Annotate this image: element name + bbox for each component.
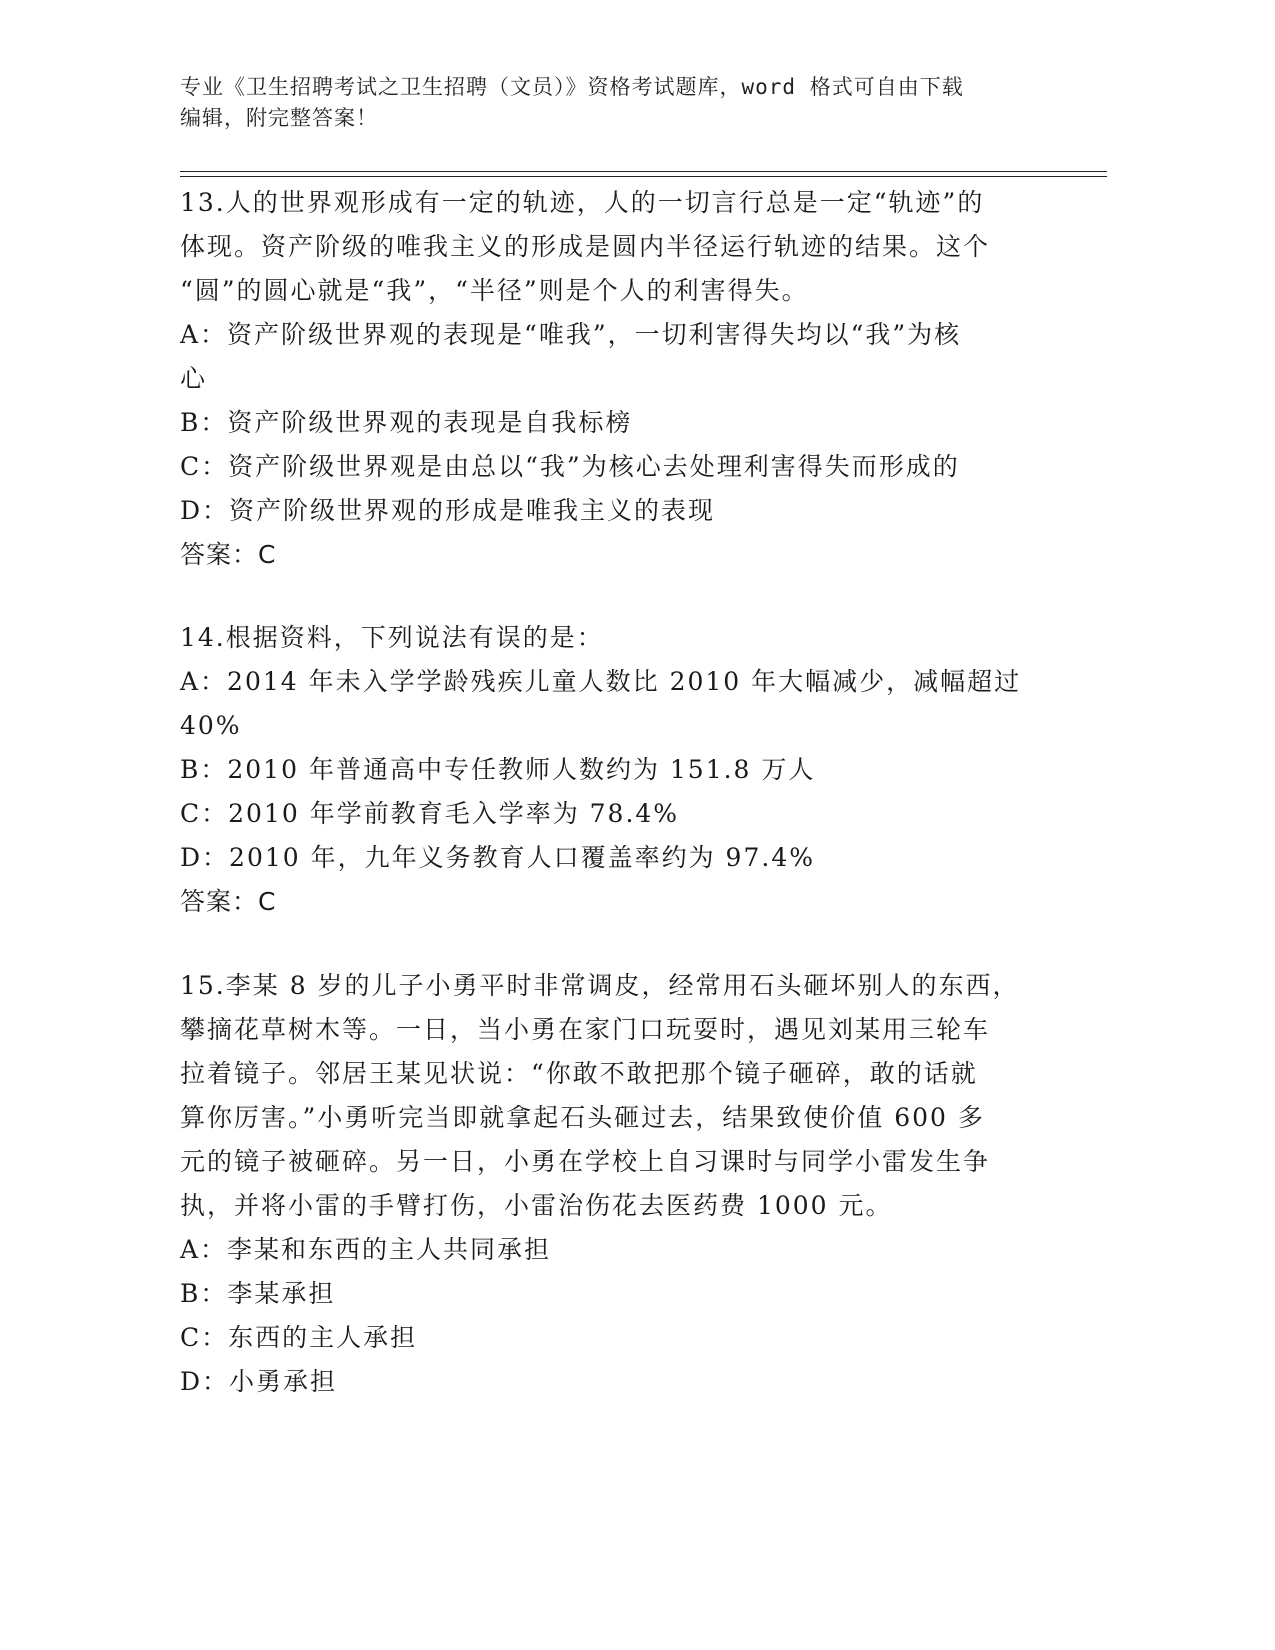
header-divider-bottom (180, 176, 1107, 177)
question-stem-line: 拉着镜子。邻居王某见状说：“你敢不敢把那个镜子砸碎，敢的话就 (180, 1059, 978, 1088)
option-b: B：李某承担 (180, 1279, 336, 1308)
option-b: B：2010 年普通高中专任教师人数约为 151.8 万人 (180, 755, 816, 784)
header-divider-top (180, 171, 1107, 172)
option-a: A：资产阶级世界观的表现是“唯我”，一切利害得失均以“我”为核 (180, 320, 962, 349)
question-13 (180, 181, 1030, 577)
header-line-2: 编辑，附完整答案！ (180, 106, 378, 130)
question-stem-line: 元的镜子被砸碎。另一日，小勇在学校上自习课时与同学小雷发生争 (180, 1147, 991, 1176)
question-stem-line: “圆”的圆心就是“我”，“半径”则是个人的利害得失。 (180, 276, 809, 305)
option-a-continued: 心 (180, 364, 208, 393)
question-stem-line: 攀摘花草树木等。一日，当小勇在家门口玩耍时，遇见刘某用三轮车 (180, 1015, 991, 1044)
option-d: D：2010 年，九年义务教育人口覆盖率约为 97.4% (180, 843, 815, 872)
question-stem-line: 13.人的世界观形成有一定的轨迹，人的一切言行总是一定“轨迹”的 (180, 188, 985, 217)
option-d: D：资产阶级世界观的形成是唯我主义的表现 (180, 496, 716, 525)
question-15 (180, 964, 1030, 1404)
option-a: A：2014 年未入学学龄残疾儿童人数比 2010 年大幅减少，减幅超过 (180, 667, 1022, 696)
option-a-continued: 40% (180, 711, 242, 740)
question-14 (180, 616, 1030, 924)
option-d: D：小勇承担 (180, 1367, 338, 1396)
option-b: B：资产阶级世界观的表现是自我标榜 (180, 408, 633, 437)
question-stem-line: 算你厉害。”小勇听完当即就拿起石头砸过去，结果致使价值 600 多 (180, 1103, 985, 1132)
document-header (180, 72, 1060, 134)
header-line-1: 专业《卫生招聘考试之卫生招聘（文员）》资格考试题库，word 格式可自由下载 (180, 75, 964, 99)
option-c: C：2010 年学前教育毛入学率为 78.4% (180, 799, 680, 828)
option-c: C：东西的主人承担 (180, 1323, 418, 1352)
option-c: C：资产阶级世界观是由总以“我”为核心去处理利害得失而形成的 (180, 452, 960, 481)
option-a: A：李某和东西的主人共同承担 (180, 1235, 552, 1264)
question-stem-line: 执，并将小雷的手臂打伤，小雷治伤花去医药费 1000 元。 (180, 1191, 893, 1220)
question-stem-line: 体现。资产阶级的唯我主义的形成是圆内半径运行轨迹的结果。这个 (180, 232, 991, 261)
question-stem-line: 15.李某 8 岁的儿子小勇平时非常调皮，经常用石头砸坏别人的东西， (180, 971, 1020, 1000)
answer: 答案：C (180, 887, 277, 916)
question-stem-line: 14.根据资料，下列说法有误的是： (180, 623, 604, 652)
answer: 答案：C (180, 540, 277, 569)
